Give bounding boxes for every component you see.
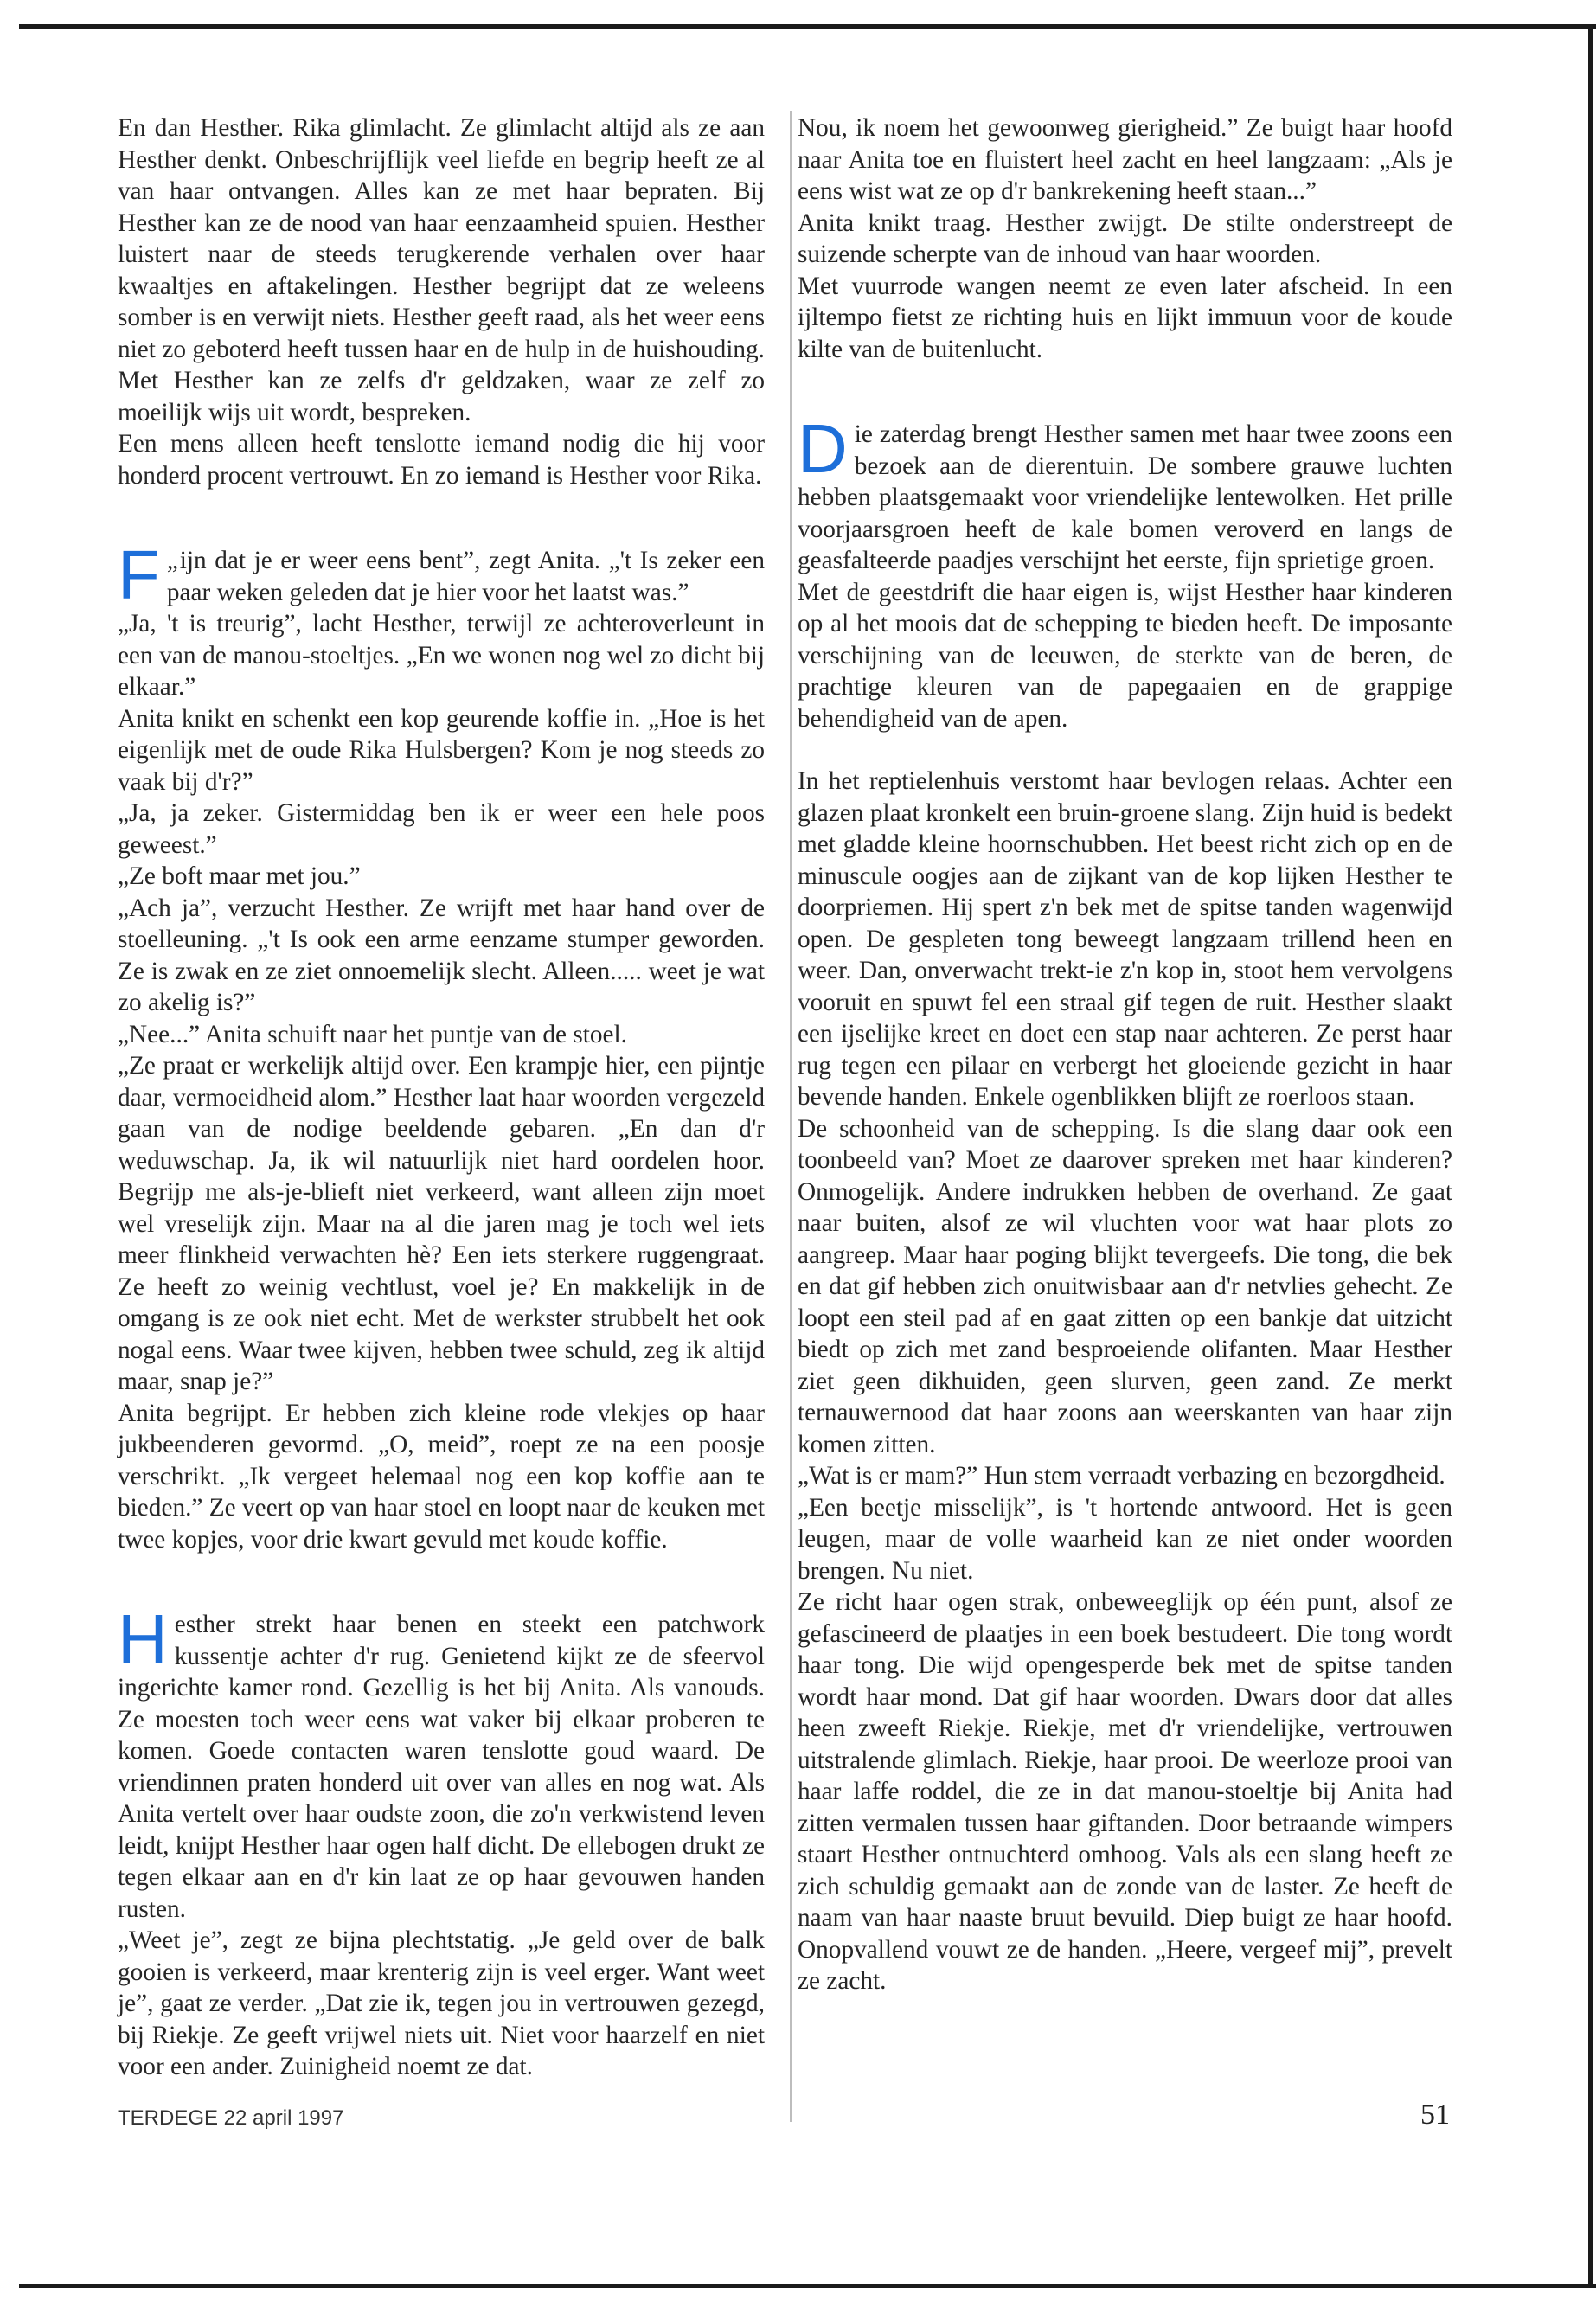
frame-bottom-border — [19, 2284, 1596, 2288]
paragraph: Met de geestdrift die haar eigen is, wijst Hesther haar kinderen op al het moois dat de schepping te bieden heeft. De imposante verschijning van de leeuwen, de sterkte van de beren, de prachtige kleuren van de papegaaien en de grappige behendigheid van de apen. — [798, 578, 1452, 733]
paragraph: Met vuurrode wangen neemt ze even later afscheid. In een ijltempo fietst ze richting huis en lijkt immuun voor de koude kilte van de buitenlucht. — [798, 272, 1452, 363]
paragraph: Anita knikt traag. Hesther zwijgt. De stilte onderstreept de suizende scherpte van de inhoud van haar woorden. — [798, 208, 1452, 268]
right-column — [798, 112, 1452, 1997]
drop-cap-d: D — [798, 410, 848, 487]
frame-right-border — [1588, 24, 1593, 2288]
column-divider — [790, 111, 792, 2122]
paragraph: „Weet je”, zegt ze bijna plechtstatig. „Je geld over de balk gooien is verkeerd, maar krenterig zijn is veel erger. Want weet je”, gaat ze verder. „Dat zie ik, tegen jou in vertrouwen gezegd, bij Riekje. Ze geeft vrijwel niets uit. Niet voor haarzelf en niet voor een ander. Zuinigheid noemt ze dat. — [118, 1926, 765, 2080]
paragraph-text: esther strekt haar benen en steekt een patchwork kussentje achter d'r rug. Genietend kijkt ze de sfeervol ingerichte kamer rond. Gezellig is het bij Anita. Als vanouds. Ze moesten toch weer eens wat vaker bij elkaar proberen te komen. Goede contacten waren tenslotte goud waard. De vriendinnen praten honderd uit over van alles en nog wat. Als Anita vertelt over haar oudste zoon, die zo'n verkwistend leven leidt, knijpt Hesther haar ogen half dicht. De ellebogen drukt ze tegen elkaar aan en d'r kin laat ze op haar gevouwen handen rusten. — [118, 1611, 765, 1923]
paragraph: „Nee...” Anita schuift naar het puntje van de stoel. — [118, 1020, 627, 1048]
paragraph: Anita knikt en schenkt een kop geurende koffie in. „Hoe is het eigenlijk met de oude Rika Hulsbergen? Kom je nog steeds zo vaak bij d'r?” — [118, 704, 765, 796]
section-opening-paragraph — [798, 410, 1452, 577]
publication-footer: TERDEGE 22 april 1997 — [118, 2106, 344, 2130]
drop-cap-h: H — [118, 1600, 168, 1677]
paragraph: „Ja, ja zeker. Gistermiddag ben ik er weer een hele poos geweest.” — [118, 799, 765, 859]
paragraph: Anita begrijpt. Er hebben zich kleine rode vlekjes op haar jukbeenderen gevormd. „O, meid”, roept ze na een poosje verschrikt. „Ik vergeet helemaal nog een kop koffie aan te bieden.” Ze veert op van haar stoel en loopt naar de keuken met twee kopjes, voor drie kwart gevuld met koude koffie. — [118, 1399, 765, 1554]
paragraph: „Ze boft maar met jou.” — [118, 862, 361, 890]
left-column — [118, 112, 765, 2083]
drop-cap-f: F — [118, 536, 160, 613]
page-number: 51 — [1420, 2099, 1450, 2131]
paragraph: En dan Hesther. Rika glimlacht. Ze glimlacht altijd als ze aan Hesther denkt. Onbeschrijflijk veel liefde en begrip heeft ze al van haar ontvangen. Alles kan ze met haar bepraten. Bij Hesther kan ze de nood van haar eenzaamheid spuien. Hesther luistert naar de steeds terugkerende verhalen over haar kwaaltjes en aftakelingen. Hesther begrijpt dat ze weleens somber is en verwijt niets. Hesther geeft raad, als het weer eens niet zo geboterd heeft tussen haar en de hulp in de huishouding. Met Hesther kan ze zelfs d'r geldzaken, waar ze zelf zo moeilijk wijs uit wordt, bespreken. — [118, 114, 765, 426]
paragraph: Een mens alleen heeft tenslotte iemand nodig die hij voor honderd procent vertrouwt. En zo iemand is Hesther voor Rika. — [118, 430, 765, 490]
paragraph: In het reptielenhuis verstomt haar bevlogen relaas. Achter een glazen plaat kronkelt een bruin-groene slang. Zijn huid is bedekt met gladde kleine hoornschubben. Het beest richt zich op en de minuscule oogjes aan de zijkant van de kop lijken Hesther te doorpriemen. Hij spert z'n bek met de spitse tanden wagenwijd open. De gespleten tong beweegt langzaam trillend heen en weer. Dan, onverwacht trekt-ie z'n kop in, stoot hem vervolgens vooruit en spuwt fel een straal gif tegen de ruit. Hesther slaakt een ijselijke kreet en doet een stap naar achteren. Ze perst haar rug tegen een pilaar en verbergt het gloeiende gezicht in haar bevende handen. Enkele ogenblikken blijft ze roerloos staan. — [798, 767, 1452, 1111]
paragraph: „Wat is er mam?” Hun stem verraadt verbazing en bezorgdheid. — [798, 1462, 1445, 1490]
frame-top-border — [19, 24, 1596, 29]
paragraph: „Een beetje misselijk”, is 't hortende antwoord. Het is geen leugen, maar de volle waarheid kan ze niet onder woorden brengen. Nu niet. — [798, 1493, 1452, 1585]
section-opening-paragraph — [118, 536, 765, 613]
paragraph: „Ach ja”, verzucht Hesther. Ze wrijft met haar hand over de stoelleuning. „'t Is ook een arme eenzame stumper geworden. Ze is zwak en ze ziet onnoemelijk slecht. Alleen..... weet je wat zo akelig is?” — [118, 894, 765, 1016]
paragraph: Ze richt haar ogen strak, onbeweeglijk op één punt, alsof ze gefascineerd de plaatjes in een boek bestudeert. Die tong wordt haar tong. Die wijd opengesperde bek met de spitse tanden wordt haar mond. Dat gif haar woorden. Dwars door dat alles heen zweeft Riekje. Riekje, met d'r vriendelijke, vertrouwen uitstralende glimlach. Riekje, haar prooi. De weerloze prooi van haar laffe roddel, die ze in dat manou-stoeltje bij Anita had zitten vermalen tussen haar giftanden. Door betraande wimpers staart Hesther ontnuchterd omhoog. Vals als een slang heeft ze zich schuldig gemaakt aan de zonde van de laster. Ze heeft de naam van haar naaste bruut bevuild. Diep buigt ze haar hoofd. Onopvallend vouwt ze de handen. „Heere, vergeef mij”, prevelt ze zacht. — [798, 1588, 1452, 1995]
opening-quote: „ — [166, 547, 178, 574]
paragraph: „Ja, 't is treurig”, lacht Hesther, terwijl ze achteroverleunt in een van de manou-stoeltjes. „En we wonen nog wel zo dicht bij elkaar.” — [118, 610, 765, 701]
paragraph: De schoonheid van de schepping. Is die slang daar ook een toonbeeld van? Moet ze daarover spreken met haar kinderen? Onmogelijk. Andere indrukken hebben de overhand. Ze gaat naar buiten, alsof ze wil vluchten voor wat haar plots zo aangreep. Maar haar poging blijkt tevergeefs. Die tong, die bek en dat gif hebben zich onuitwisbaar aan d'r netvlies gehecht. Ze loopt een steil pad af en gaat zitten op een bankje dat uitzicht biedt op zich met zand besproeiende olifanten. Maar Hesther ziet geen dikhuiden, geen slurven, geen zand. Ze merkt ternauwernood dat haar zoons aan weerskanten van haar zijn komen zitten. — [798, 1114, 1452, 1458]
paragraph: Nou, ik noem het gewoonweg gierigheid.” Ze buigt haar hoofd naar Anita toe en fluistert heel zacht en heel langzaam: „Als je eens wist wat ze op d'r bankrekening heeft staan...” — [798, 114, 1452, 205]
paragraph-text: ie zaterdag brengt Hesther samen met haar twee zoons een bezoek aan de dierentuin. De sombere grauwe luchten hebben plaatsgemaakt voor vriendelijke lentewolken. Het prille voorjaarsgroen heeft de kale bomen veroverd en langs de geasfalteerde paadjes verschijnt het eerste, fijn sprietige groen. — [798, 420, 1452, 574]
section-opening-paragraph — [118, 1600, 765, 1925]
paragraph-text: ijn dat je er weer eens bent”, zegt Anita. „'t Is zeker een paar weken geleden dat je hier voor het laatst was.” — [166, 547, 765, 606]
paragraph: „Ze praat er werkelijk altijd over. Een krampje hier, een pijntje daar, vermoeidheid alom.” Hesther laat haar woorden vergezeld gaan van de nodige beeldende gebaren. „En dan d'r weduwschap. Ja, ik wil natuurlijk niet hard oordelen hoor. Begrijp me als-je-blieft niet verkeerd, want alleen zijn moet wel vreselijk zijn. Maar na al die jaren mag je toch wel iets meer flinkheid verwachten hè? Een iets sterkere ruggengraat. Ze heeft zo weinig vechtlust, voel je? En makkelijk in de omgang is ze ook niet echt. Met de werkster strubbelt het ook nogal eens. Waar twee kijven, hebben twee schuld, zeg ik altijd maar, snap je?” — [118, 1052, 765, 1395]
